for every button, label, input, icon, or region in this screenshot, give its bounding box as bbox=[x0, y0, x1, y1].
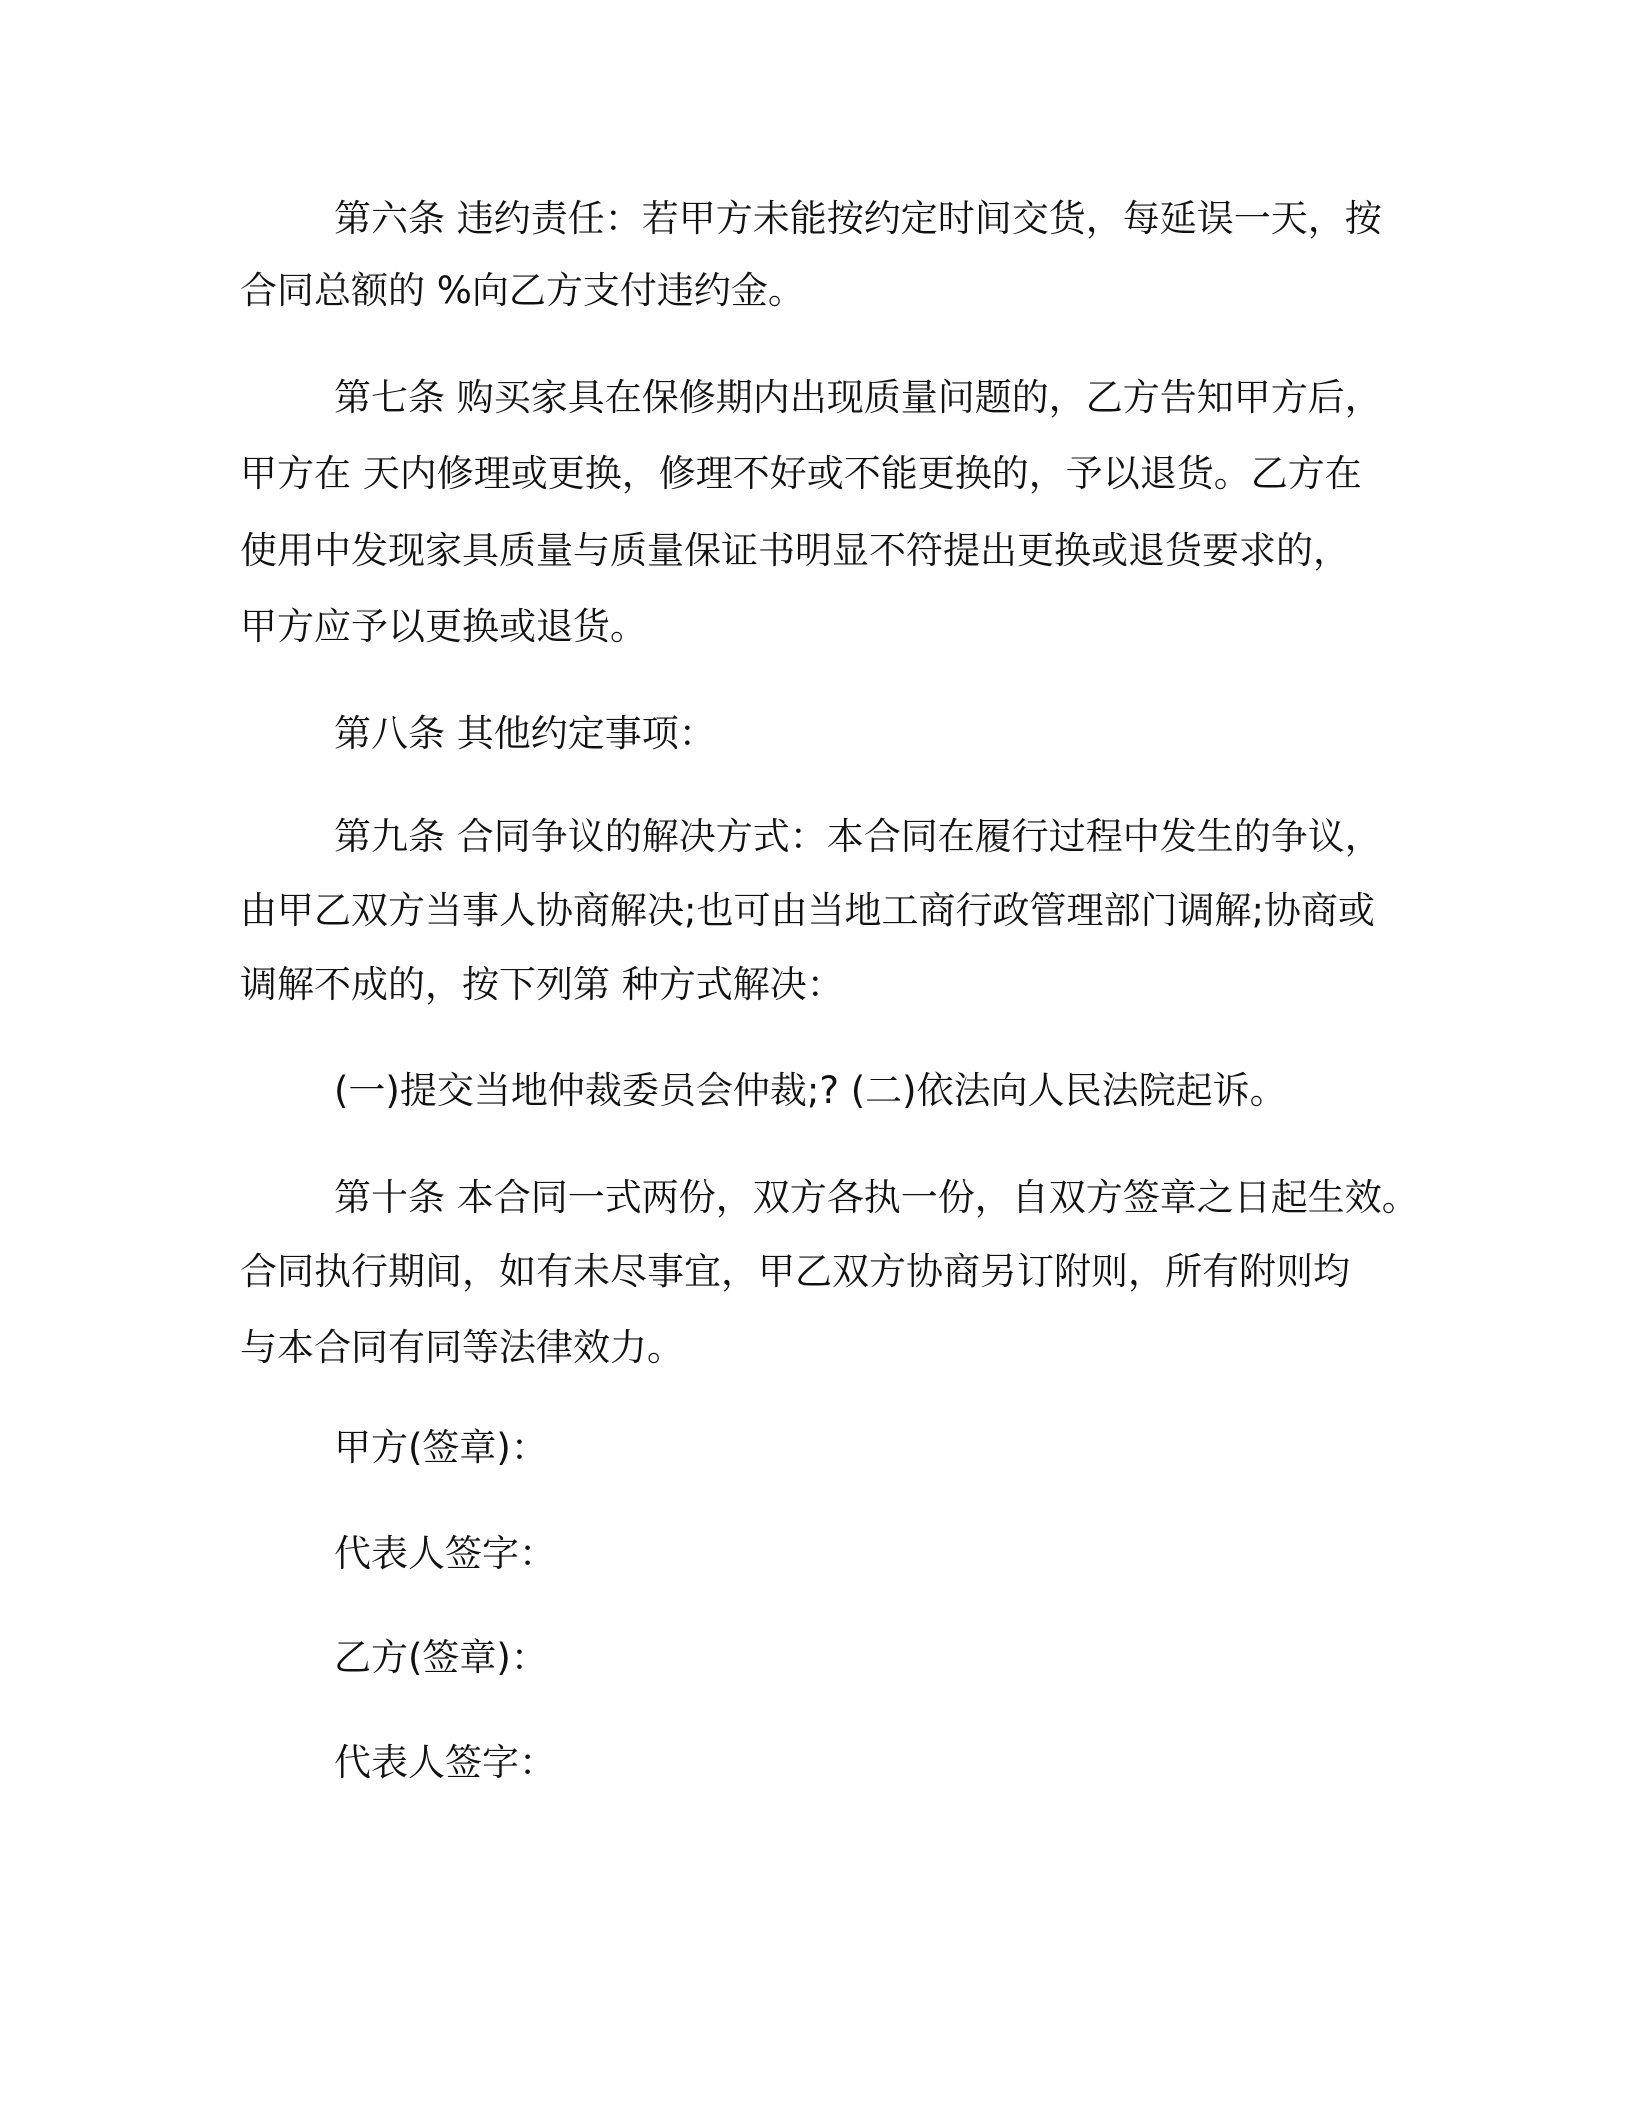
article-10-line-2: 合同执行期间，如有未尽事宜，甲乙双方协商另订附则，所有附则均 bbox=[240, 1250, 1350, 1293]
party-b-representative-label: 代表人签字： bbox=[334, 1741, 556, 1784]
article-9-line-2: 由甲乙双方当事人协商解决;也可由当地工商行政管理部门调解;协商或 bbox=[240, 889, 1375, 932]
article-9-line-1: 第九条 合同争议的解决方式：本合同在履行过程中发生的争议， bbox=[334, 815, 1382, 858]
article-8-line-1: 第八条 其他约定事项： bbox=[334, 712, 716, 755]
article-7-line-4: 甲方应予以更换或退货。 bbox=[240, 605, 647, 648]
party-b-signature-label: 乙方(签章)： bbox=[334, 1636, 548, 1679]
party-a-representative-label: 代表人签字： bbox=[334, 1532, 556, 1575]
article-7-line-2: 甲方在 天内修理或更换，修理不好或不能更换的，予以退货。乙方在 bbox=[240, 452, 1362, 495]
article-7-line-3: 使用中发现家具质量与质量保证书明显不符提出更换或退货要求的， bbox=[240, 529, 1350, 572]
article-7-line-1: 第七条 购买家具在保修期内出现质量问题的，乙方告知甲方后， bbox=[334, 376, 1382, 419]
dispute-options-line: (一)提交当地仲裁委员会仲裁;? (二)依法向人民法院起诉。 bbox=[334, 1069, 1287, 1112]
article-10-line-3: 与本合同有同等法律效力。 bbox=[240, 1326, 684, 1369]
party-a-signature-label: 甲方(签章)： bbox=[334, 1426, 548, 1469]
article-6-line-2: 合同总额的 %向乙方支付违约金。 bbox=[240, 269, 805, 312]
article-10-line-1: 第十条 本合同一式两份，双方各执一份，自双方签章之日起生效。 bbox=[334, 1176, 1419, 1219]
article-6-line-1: 第六条 违约责任：若甲方未能按约定时间交货，每延误一天，按 bbox=[334, 197, 1382, 240]
article-9-line-3: 调解不成的，按下列第 种方式解决： bbox=[240, 963, 844, 1006]
